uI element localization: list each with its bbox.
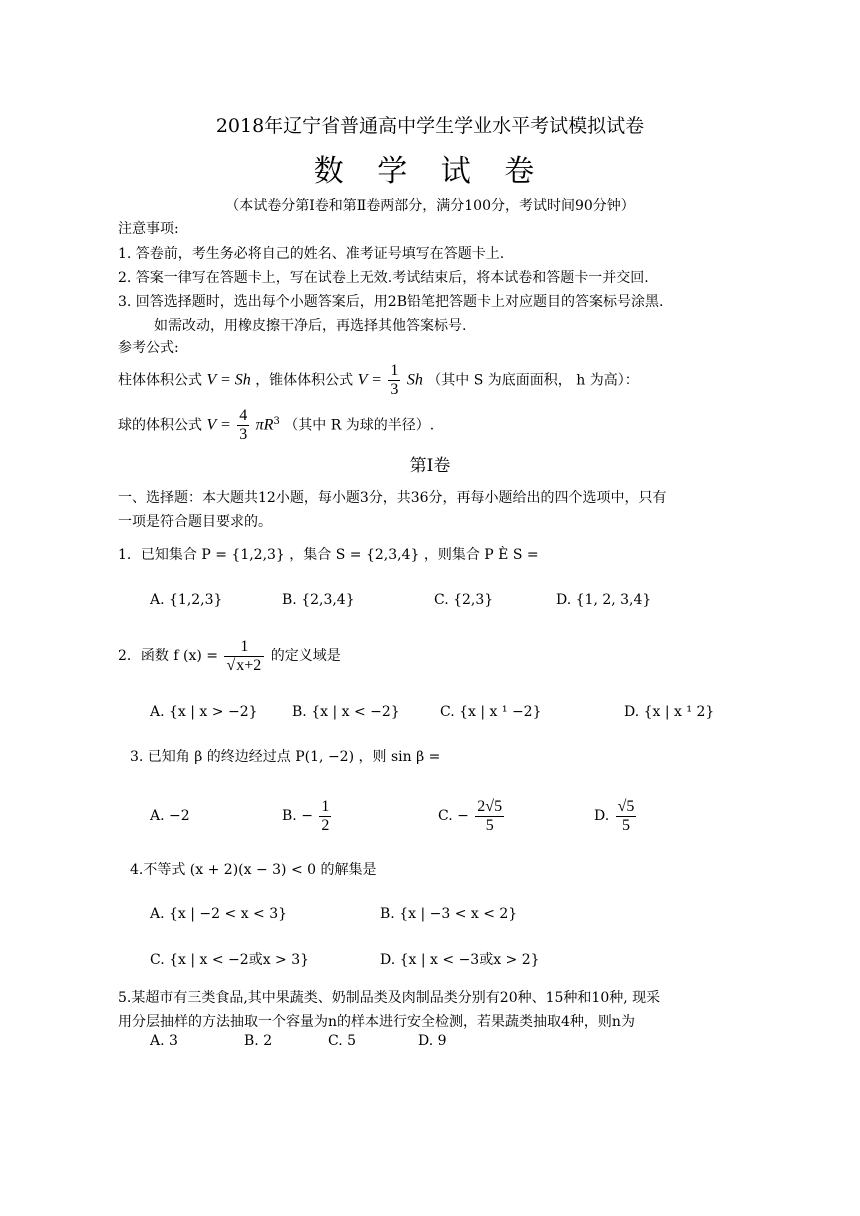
question-5-stem-line-1: 5.某超市有三类食品,其中果蔬类、奶制品类及肉制品类分别有20种、15种和10种, 现采 bbox=[118, 990, 661, 1006]
fraction-numerator: 4 bbox=[239, 407, 248, 425]
question-1-option-c: C. {2,3} bbox=[434, 592, 494, 608]
question-5-option-d: D. 9 bbox=[418, 1033, 447, 1049]
question-2-option-a: A. {x | x > −2} bbox=[150, 704, 258, 720]
option-c-fraction bbox=[475, 798, 504, 835]
question-2-stem-end: 的定义域是 bbox=[270, 648, 341, 664]
fraction-numerator: √5 bbox=[617, 797, 635, 815]
fraction-denominator: 3 bbox=[390, 381, 399, 398]
question-1-option-a: A. {1,2,3} bbox=[150, 592, 223, 608]
question-2-option-c: C. {x | x ¹ −2} bbox=[440, 704, 542, 720]
exam-title: 2018年辽宁省普通高中学生学业水平考试模拟试卷 bbox=[215, 115, 645, 137]
formula-sphere-fraction bbox=[237, 407, 249, 444]
notes-heading: 注意事项: bbox=[118, 221, 179, 237]
fraction-denominator: 2 bbox=[321, 816, 330, 834]
question-5-option-c: C. 5 bbox=[328, 1033, 357, 1049]
option-d-fraction bbox=[616, 798, 637, 835]
question-3-option-b bbox=[282, 796, 333, 836]
formula-prism-label: 柱体体积公式 bbox=[118, 372, 202, 389]
formulas-heading: 参考公式: bbox=[118, 340, 179, 356]
section-intro-line-2: 一项是符合题目要求的。 bbox=[118, 514, 272, 530]
question-2-fraction bbox=[224, 638, 264, 675]
formula-line-1-note: （其中 S 为底面面积， h 为高）： bbox=[427, 372, 639, 389]
question-5-stem-line-2: 用分层抽样的方法抽取一个容量为n的样本进行安全检测，若果蔬类抽取4种，则n为 bbox=[118, 1014, 635, 1030]
section-intro-line-1: 一、选择题：本大题共12小题，每小题3分，共36分，再每小题给出的四个选项中，只有 bbox=[118, 490, 667, 506]
fraction-numerator: 1 bbox=[321, 797, 330, 815]
question-1-stem: 1．已知集合 P = {1,2,3} ，集合 S = {2,3,4} ，则集合 P È S = bbox=[118, 547, 539, 563]
fraction-denominator: 3 bbox=[239, 426, 248, 444]
formula-sphere-label: 球的体积公式 bbox=[118, 417, 202, 434]
formula-line-2 bbox=[118, 404, 434, 444]
question-2-option-d: D. {x | x ¹ 2} bbox=[624, 704, 715, 720]
formula-sphere-left: V = bbox=[206, 416, 231, 434]
question-3-option-a: A. −2 bbox=[150, 808, 190, 824]
formula-cone-right: Sh bbox=[406, 371, 423, 389]
option-c-sign: C. − bbox=[438, 808, 469, 824]
question-5-option-a: A. 3 bbox=[150, 1033, 178, 1049]
question-4-option-d: D. {x | x < −3或x > 2} bbox=[380, 952, 540, 968]
formula-cone-left: V = bbox=[357, 371, 382, 389]
note-item-2: 2. 答案一律写在答题卡上，写在试卷上无效.考试结束后，将本试卷和答题卡一并交回. bbox=[118, 270, 649, 286]
formula-line-2-note: （其中 R 为球的半径）. bbox=[284, 417, 435, 434]
question-2-stem bbox=[118, 636, 341, 676]
formula-line-1 bbox=[118, 362, 639, 399]
question-3-option-d bbox=[594, 796, 638, 836]
section-title: 第Ⅰ卷 bbox=[409, 456, 451, 476]
option-b-sign: B. − bbox=[282, 808, 313, 824]
option-b-fraction bbox=[319, 798, 331, 835]
formula-cone-fraction bbox=[388, 362, 400, 399]
fraction-numerator: 1 bbox=[224, 638, 264, 657]
formula-cone-label: ，锥体体积公式 bbox=[255, 372, 354, 389]
fraction-denominator: 5 bbox=[622, 816, 631, 834]
fraction-numerator: 2√5 bbox=[477, 797, 503, 815]
fraction-denominator: 5 bbox=[485, 816, 494, 834]
question-1-option-d: D. {1, 2, 3,4} bbox=[556, 592, 652, 608]
formula-sphere-exponent: 3 bbox=[273, 416, 280, 427]
question-4-option-a: A. {x | −2 < x < 3} bbox=[150, 906, 288, 922]
question-2-stem-start: 2．函数 f (x) = bbox=[118, 648, 218, 664]
note-item-3: 3. 回答选择题时，选出每个小题答案后，用2B铅笔把答题卡上对应题目的答案标号涂黑. bbox=[118, 294, 664, 310]
question-4-option-c: C. {x | x < −2或x > 3} bbox=[150, 952, 310, 968]
subject-title: 数 学 试 卷 bbox=[313, 154, 547, 189]
option-d-label: D. bbox=[594, 808, 610, 824]
question-3-stem: 3. 已知角 β 的终边经过点 P(1, −2) ，则 sin β = bbox=[130, 749, 441, 765]
question-4-stem: 4.不等式 (x + 2)(x − 3) < 0 的解集是 bbox=[130, 862, 377, 878]
exam-subtitle: （本试卷分第Ⅰ卷和第Ⅱ卷两部分，满分100分，考试时间90分钟） bbox=[225, 198, 635, 214]
fraction-denominator: √x+2 bbox=[226, 656, 262, 674]
note-item-3-cont: 如需改动，用橡皮擦干净后，再选择其他答案标号. bbox=[154, 318, 467, 334]
sqrt-radicand: x+2 bbox=[236, 656, 262, 674]
formula-prism: V = Sh bbox=[206, 371, 251, 389]
question-2-option-b: B. {x | x < −2} bbox=[292, 704, 400, 720]
fraction-numerator: 1 bbox=[390, 362, 399, 379]
question-3-option-c bbox=[438, 796, 506, 836]
note-item-1: 1. 答卷前，考生务必将自己的姓名、准考证号填写在答题卡上. bbox=[118, 246, 505, 262]
question-5-option-b: B. 2 bbox=[244, 1033, 273, 1049]
question-1-option-b: B. {2,3,4} bbox=[282, 592, 355, 608]
question-4-option-b: B. {x | −3 < x < 2} bbox=[380, 906, 518, 922]
formula-sphere-right: πR bbox=[255, 416, 274, 434]
